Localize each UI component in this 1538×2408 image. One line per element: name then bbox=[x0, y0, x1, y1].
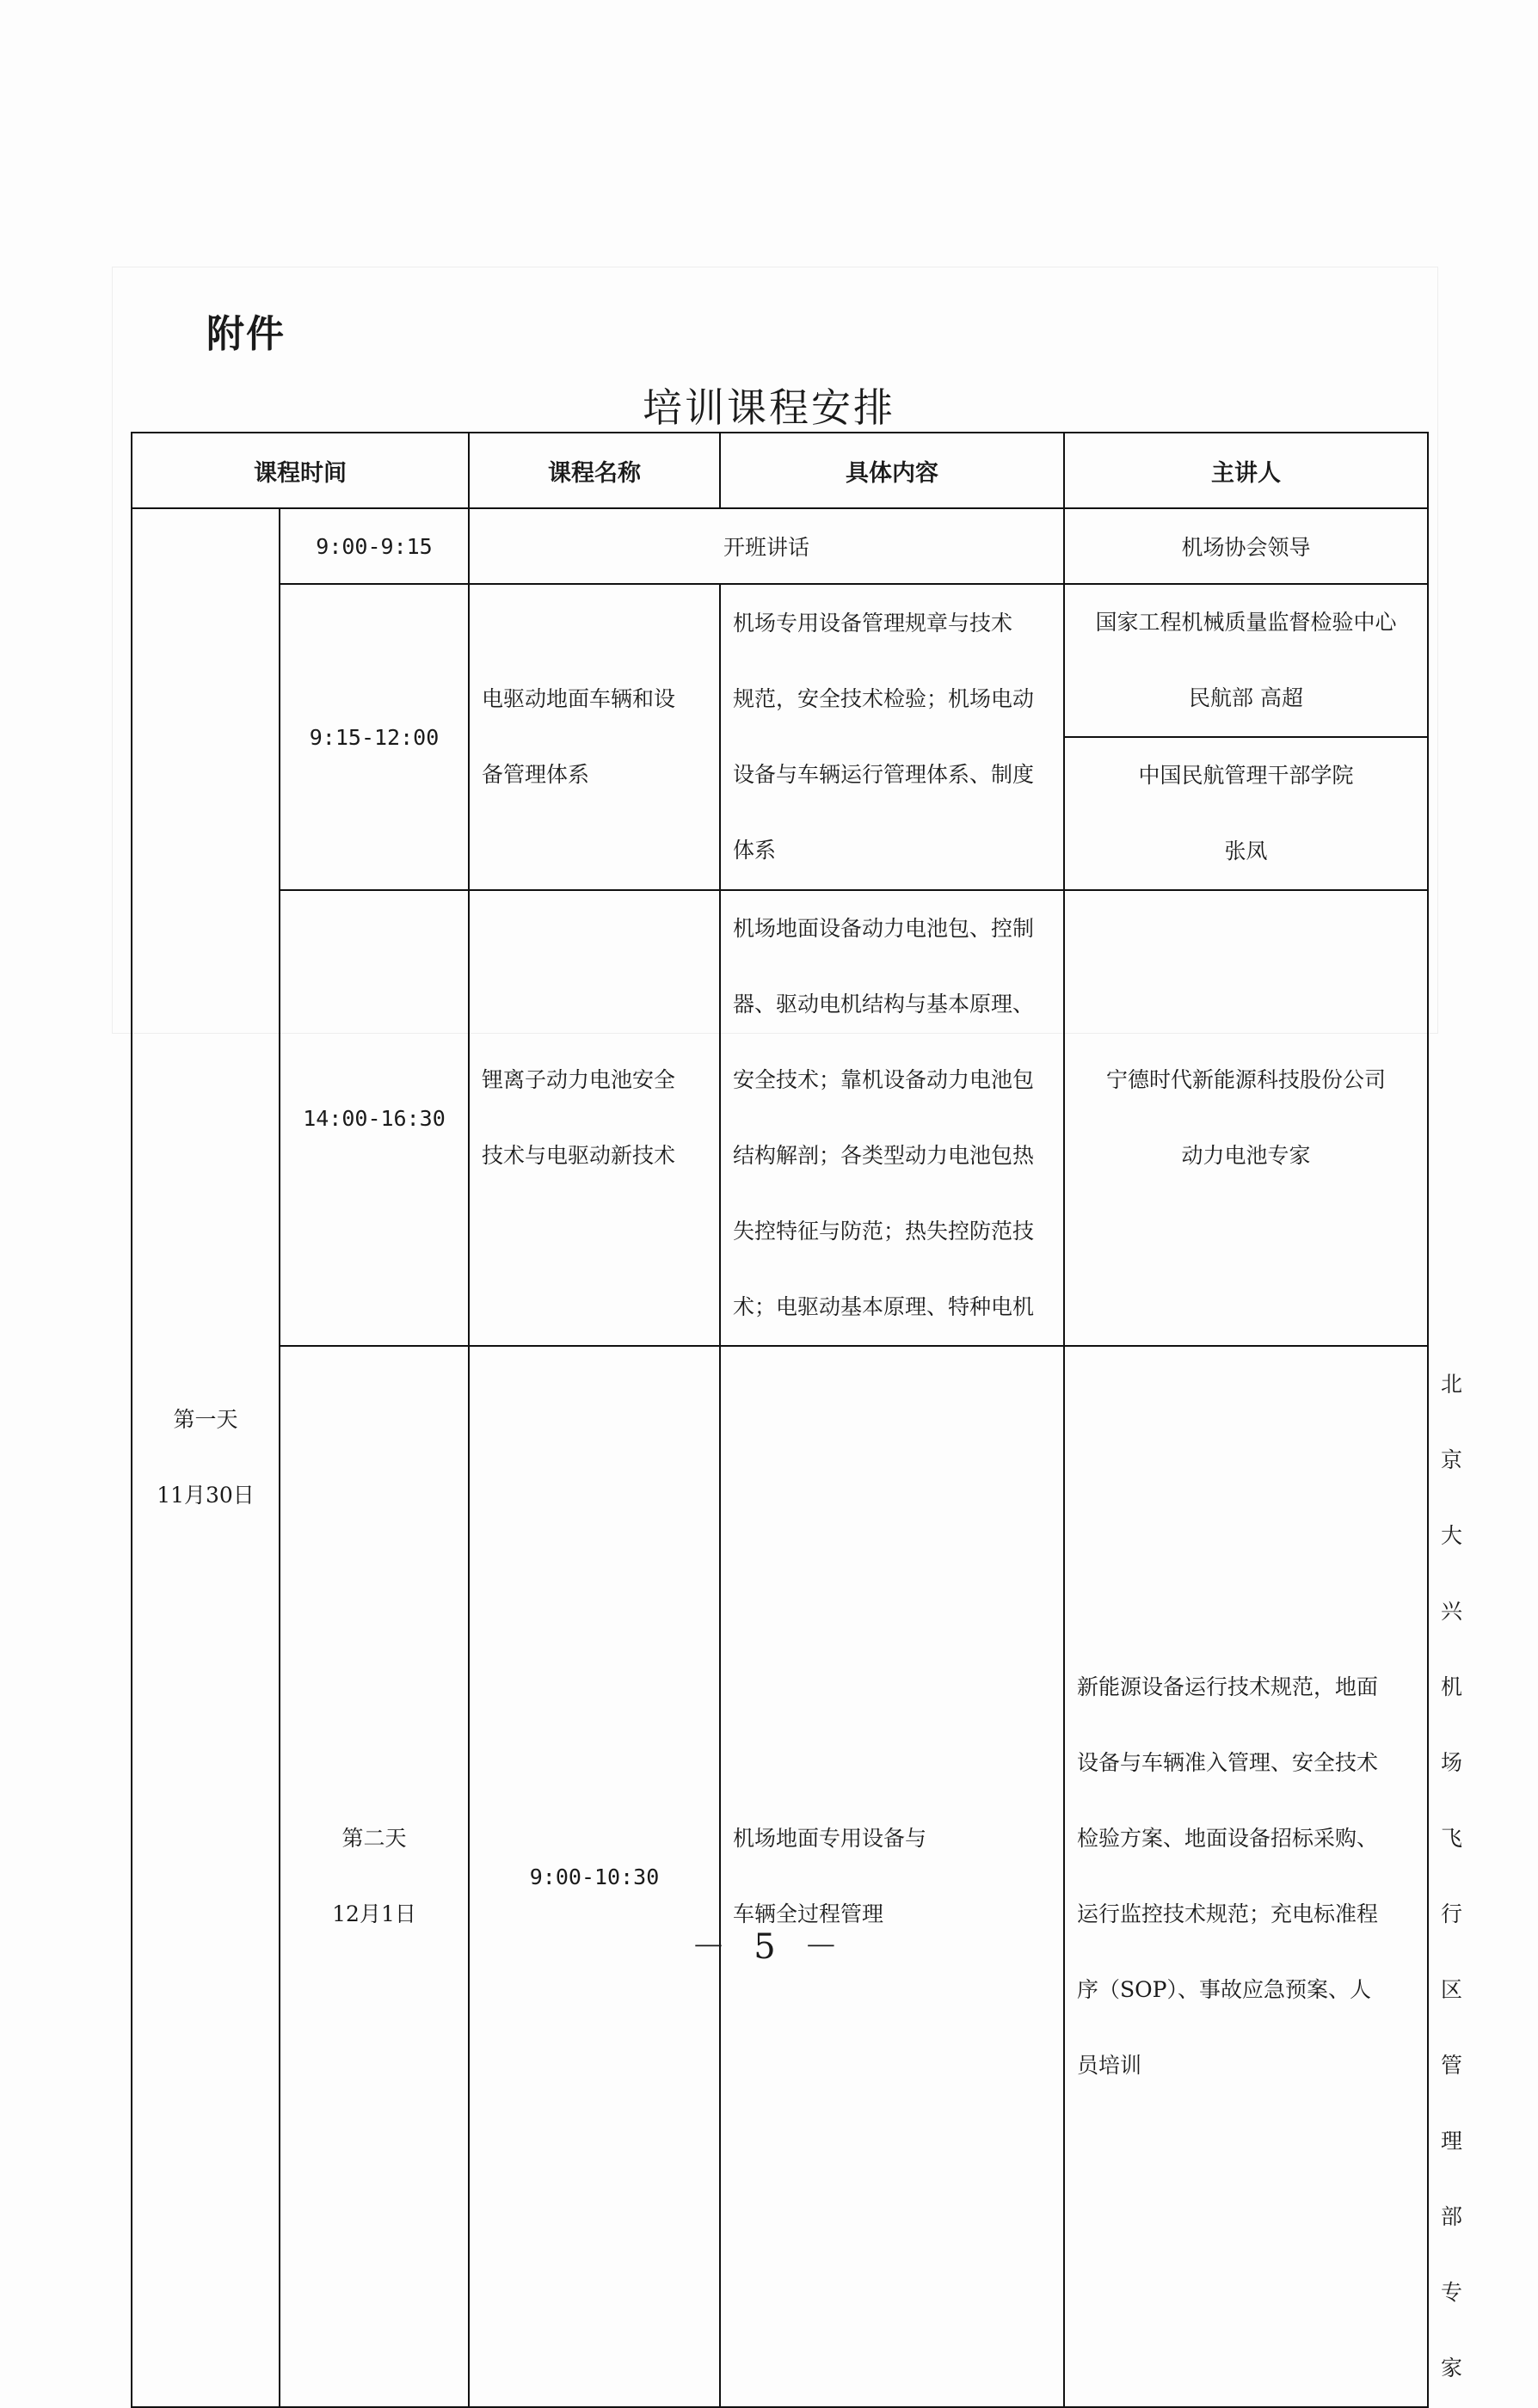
time-cell: 9:15-12:00 bbox=[280, 584, 469, 890]
table-row: 第二天 12月1日 9:00-10:30 机场地面专用设备与 车辆全过程管理 新能源设备运行技术规范，地面 设备与车辆准入管理、安全技术 检验方案、地面设备招标采购、 运行监控技术规范；充电标准程 序（SOP）、事故应急预案、人 员培训 北京大兴机场 飞行区管理部专家 bbox=[132, 1346, 1428, 2407]
header-course: 课程名称 bbox=[469, 433, 720, 508]
table-row bbox=[132, 584, 1428, 737]
header-content: 具体内容 bbox=[720, 433, 1064, 508]
day2-label: 第二天 bbox=[341, 1826, 407, 1851]
day1-label: 第一天 bbox=[173, 1407, 238, 1432]
header-speaker: 主讲人 bbox=[1064, 433, 1428, 508]
speaker-cell: 宁德时代新能源科技股份公司 动力电池专家 bbox=[1064, 890, 1428, 1346]
day1-date: 11月30日 bbox=[157, 1483, 255, 1508]
course-cell: 锂离子动力电池安全 技术与电驱动新技术 bbox=[469, 890, 720, 1346]
time-cell: 14:00-16:30 bbox=[280, 890, 469, 1346]
table-row bbox=[132, 890, 1428, 1346]
course-cell: 机场地面专用设备与 车辆全过程管理 bbox=[720, 1346, 1064, 2407]
speaker-cell: 国家工程机械质量监督检验中心 民航部 高超 bbox=[1064, 584, 1428, 737]
document-title: 培训课程安排 bbox=[643, 384, 895, 431]
table-row bbox=[132, 508, 1428, 584]
time-cell: 9:00-10:30 bbox=[469, 1346, 720, 2407]
page-number: － 5 － bbox=[691, 1927, 847, 1967]
course-cell: 电驱动地面车辆和设 备管理体系 bbox=[469, 584, 720, 890]
attachment-label: 附件 bbox=[206, 312, 286, 356]
course-cell: 开班讲话 bbox=[469, 508, 1064, 584]
day2-cell bbox=[280, 1346, 469, 2407]
content-cell: 新能源设备运行技术规范，地面 设备与车辆准入管理、安全技术 检验方案、地面设备招标采购、 运行监控技术规范；充电标准程 序（SOP）、事故应急预案、人 员培训 bbox=[1064, 1346, 1428, 2407]
day2-date: 12月1日 bbox=[332, 1901, 416, 1926]
speaker-cell: 中国民航管理干部学院 张凤 bbox=[1064, 737, 1428, 890]
time-cell: 9:00-9:15 bbox=[280, 508, 469, 584]
table-header-row bbox=[132, 433, 1428, 508]
speaker-cell: 机场协会领导 bbox=[1064, 508, 1428, 584]
content-cell: 机场地面设备动力电池包、控制 器、驱动电机结构与基本原理、 安全技术；靠机设备动力电池包 结构解剖；各类型动力电池包热 失控特征与防范；热失控防范技 术；电驱动基本原理、特种电机 bbox=[720, 890, 1064, 1346]
day1-cell bbox=[132, 508, 280, 2407]
schedule-table bbox=[131, 432, 1463, 2408]
header-time: 课程时间 bbox=[132, 433, 469, 508]
content-cell: 机场专用设备管理规章与技术 规范，安全技术检验；机场电动 设备与车辆运行管理体系、制度 体系 bbox=[720, 584, 1064, 890]
